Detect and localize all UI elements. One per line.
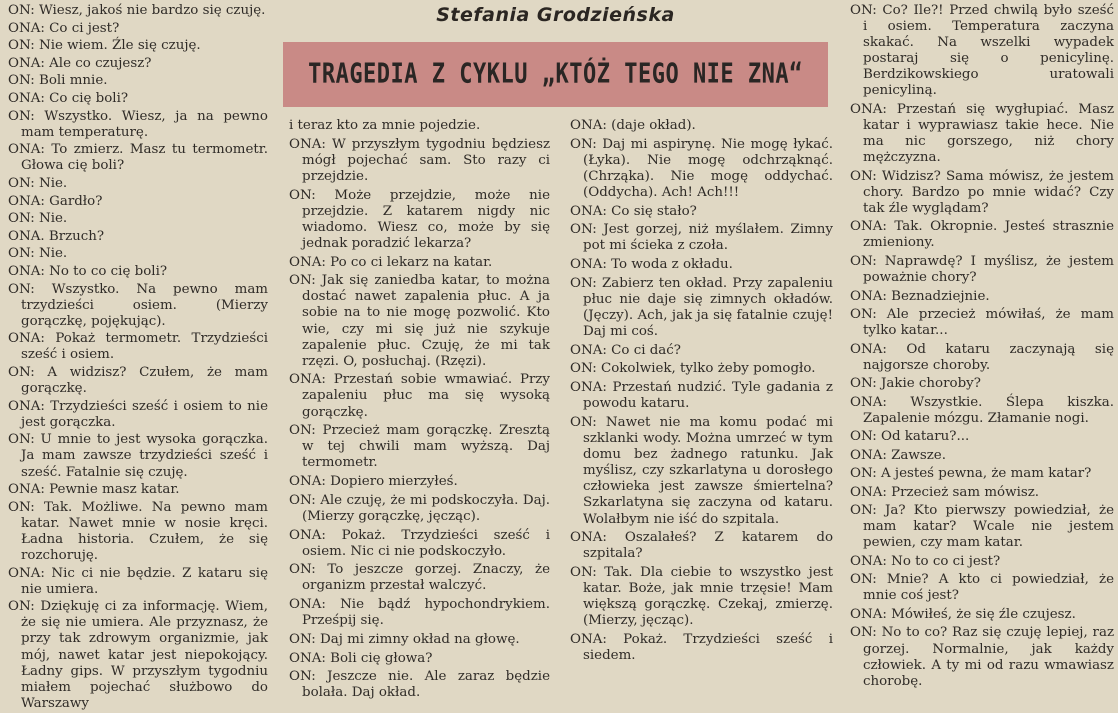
dialogue-line: ONA: Co cię boli?	[8, 90, 129, 106]
dialogue-line: ONA: Gardło?	[8, 193, 103, 209]
dialogue-line: ON: To jeszcze gorzej. Znaczy, że organizm przestał walczyć.	[289, 562, 550, 594]
dialogue-line: ONA: Pewnie masz katar.	[8, 482, 180, 498]
dialogue-line: ONA: To woda z okładu.	[570, 257, 733, 273]
dialogue-line: ONA: No to co cię boli?	[8, 263, 168, 279]
dialogue-line: ON: A jesteś pewna, że mam katar?	[850, 466, 1092, 482]
dialogue-line: ONA: Ale co czujesz?	[8, 55, 152, 71]
dialogue-line: ON: Tak. Możliwe. Na pewno mam katar. Nawet mnie w nosie kręci. Ładna historia. Czułem, że się rozchoruję.	[8, 499, 268, 563]
dialogue-line: ONA: Pokaż termometr. Trzydzieści sześć i osiem.	[8, 331, 268, 363]
dialogue-line: ON: Mnie? A kto ci powiedział, że mnie coś jest?	[850, 572, 1114, 604]
dialogue-line: ONA: Co ci dać?	[570, 342, 681, 358]
dialogue-line: ONA: Trzydzieści sześć i osiem to nie jest gorączka.	[8, 398, 268, 430]
dialogue-line: ON: Może przejdzie, może nie przejdzie. Z katarem nigdy nic wiadomo. Wiesz co, może by się jednak poradzić lekarza?	[289, 187, 550, 251]
dialogue-line: ONA: Po co ci lekarz na katar.	[289, 254, 493, 270]
dialogue-line: ON: Przecież mam gorączkę. Zresztą w tej chwili mam wyższą. Daj termometr.	[289, 423, 550, 471]
dialogue-line: ON: Nie.	[8, 175, 68, 191]
dialogue-line: ONA: Wszystkie. Ślepa kiszka. Zapalenie mózgu. Złamanie nogi.	[850, 394, 1114, 426]
dialogue-line: ONA: Pokaż. Trzydzieści sześć i osiem. Nic ci nie podskoczyło.	[289, 527, 550, 559]
dialogue-line: ON: Daj mi zimny okład na głowę.	[289, 631, 520, 647]
dialogue-line: ON: Ale czuję, że mi podskoczyła. Daj. (Mierzy gorączkę, jęcząc).	[289, 492, 550, 524]
dialogue-line: ON: Nawet nie ma komu podać mi szklanki wody. Można umrzeć w tym domu bez żadnego ratunku. Jak myślisz, czy szkarlatyna u dorosłego człowieka jest zawsze śmiertelna? Szkarlatyna się zaczyna od kataru. Wolałbym nie iść do szpitala.	[570, 414, 833, 527]
text-column-1	[4, 3, 268, 713]
dialogue-line: ON: Wiesz, jakoś nie bardzo się czuję.	[8, 3, 266, 18]
dialogue-line: ONA: To zmierz. Masz tu termometr. Głowa cię boli?	[8, 142, 268, 174]
dialogue-line: ONA. Brzuch?	[8, 228, 105, 244]
dialogue-line: ON: Ale przecież mówiłaś, że mam tylko katar...	[850, 307, 1114, 339]
dialogue-line: ON: Daj mi aspirynę. Nie mogę łykać. (Łyka). Nie mogę odchrząknąć. (Chrząka). Nie mogę oddychać. (Oddycha). Ach! Ach!!!	[570, 136, 833, 200]
dialogue-line: ONA: Tak. Okropnie. Jesteś strasznie zmieniony.	[850, 219, 1114, 251]
dialogue-line: ONA: Przestań się wygłupiać. Masz katar i wyprawiasz takie hece. Nie ma nic gorszego, niż chory mężczyzna.	[850, 101, 1114, 166]
dialogue-line: ON: Boli mnie.	[8, 73, 108, 89]
dialogue-line: ON: Wszystko. Wiesz, ja na pewno mam temperaturę.	[8, 108, 268, 140]
dialogue-line: ON: A widzisz? Czułem, że mam gorączkę.	[8, 364, 268, 397]
article-title: TRAGEDIA Z CYKLU „KTÓŻ TEGO NIE ZNA“	[308, 58, 803, 91]
dialogue-line: ONA: Co ci jest?	[8, 20, 120, 36]
text-column-3	[566, 118, 833, 667]
dialogue-line: ON: Jeszcze nie. Ale zaraz będzie bolała. Daj okład.	[289, 669, 550, 701]
dialogue-line: ON: Tak. Dla ciebie to wszystko jest katar. Boże, jak mnie trzęsie! Mam większą gorączkę. Czekaj, zmierzę. (Mierzy, jęcząc).	[570, 564, 833, 629]
dialogue-line: ONA: Przecież sam mówisz.	[850, 484, 1040, 500]
dialogue-line: ON: Co? Ile?! Przed chwilą było sześć i osiem. Temperatura zaczyna skakać. Na wszelki wypadek postaraj się o penicylinę. Berdzikowskiego uratowali penicyliną.	[850, 3, 1114, 99]
dialogue-line: ONA: Zawsze.	[850, 447, 946, 463]
dialogue-line: ONA: Przestań sobie wmawiać. Przy zapaleniu płuc ma się wysoką gorączkę.	[289, 372, 550, 420]
dialogue-line: ONA: Oszalałeś? Z katarem do szpitala?	[570, 530, 833, 562]
dialogue-line: ONA: (daje okład).	[570, 118, 696, 133]
dialogue-line: ONA: Nic ci nie będzie. Z kataru się nie umiera.	[8, 565, 268, 597]
dialogue-line: ON: No to co? Raz się czuję lepiej, raz gorzej. Normalnie, jak każdy człowiek. A ty mi od razu wmawiasz chorobę.	[850, 625, 1114, 689]
dialogue-line: ON: Dziękuję ci za informację. Wiem, że się nie umiera. Ale przyznasz, że przy tak zdrowym organizmie, jak mój, nawet katar jest niepokojący. Ładny gips. W przyszłym tygodniu miałem pojechać służbowo do Warszawy	[8, 599, 268, 711]
dialogue-line: ON: Nie.	[8, 246, 68, 262]
dialogue-line: ON: Cokolwiek, tylko żeby pomogło.	[570, 361, 816, 377]
dialogue-line: i teraz kto za mnie pojedzie.	[289, 118, 481, 133]
dialogue-line: ONA: Co się stało?	[570, 203, 697, 219]
dialogue-line: ONA: Nie bądź hypochondrykiem. Prześpij się.	[289, 597, 550, 629]
dialogue-line: ON: Jest gorzej, niż myślałem. Zimny pot mi ścieka z czoła.	[570, 222, 833, 254]
dialogue-line: ON: Jak się zaniedba katar, to można dostać nawet zapalenia płuc. A ja sobie na to nie mogę pozwolić. Kto wie, czy mi się już nie szykuje zapalenie płuc. Czuję, że mi tak rzęzi. O, posłuchaj. (Rzęzi).	[289, 273, 550, 369]
dialogue-line: ONA: Beznadziejnie.	[850, 288, 990, 304]
dialogue-line: ONA: Boli cię głowa?	[289, 650, 433, 666]
dialogue-line: ONA: Przestań nudzić. Tyle gadania z powodu kataru.	[570, 380, 833, 412]
dialogue-line: ON: Zabierz ten okład. Przy zapaleniu płuc nie daje się zimnych okładów. (Jęczy). Ach, jak ja się fatalnie czuję! Daj mi coś.	[570, 275, 833, 340]
dialogue-line: ON: Ja? Kto pierwszy powiedział, że mam katar? Wcale nie jestem pewien, czy mam katar.	[850, 503, 1114, 551]
dialogue-line: ON: Wszystko. Na pewno mam trzydzieści osiem. (Mierzy gorączkę, pojękując).	[8, 281, 268, 329]
dialogue-line: ON: Od kataru?...	[850, 429, 970, 445]
text-column-2	[285, 118, 550, 704]
dialogue-line: ON: Nie wiem. Źle się czuję.	[8, 38, 201, 54]
dialogue-line: ONA: W przyszłym tygodniu będziesz mógł pojechać sam. Sto razy ci przejdzie.	[289, 136, 550, 184]
text-column-4	[846, 3, 1114, 692]
dialogue-line: ONA: Od kataru zaczynają się najgorsze choroby.	[850, 341, 1114, 373]
dialogue-line: ONA: No to co ci jest?	[850, 553, 1001, 569]
dialogue-line: ON: Nie.	[8, 211, 68, 227]
dialogue-line: ONA: Dopiero mierzyłeś.	[289, 474, 458, 490]
title-banner	[283, 42, 828, 107]
author-byline: Stefania Grodzieńska	[436, 4, 675, 26]
dialogue-line: ON: U mnie to jest wysoka gorączka. Ja mam zawsze trzydzieści sześć i sześć. Fatalnie się czuję.	[8, 432, 268, 480]
dialogue-line: ONA: Pokaż. Trzydzieści sześć i siedem.	[570, 631, 833, 664]
dialogue-line: ON: Widzisz? Sama mówisz, że jestem chory. Bardzo po mnie widać? Czy tak źle wyglądam?	[850, 168, 1114, 216]
dialogue-line: ON: Naprawdę? I myślisz, że jestem poważnie chory?	[850, 253, 1114, 286]
dialogue-line: ON: Jakie choroby?	[850, 376, 981, 392]
dialogue-line: ONA: Mówiłeś, że się źle czujesz.	[850, 606, 1076, 622]
